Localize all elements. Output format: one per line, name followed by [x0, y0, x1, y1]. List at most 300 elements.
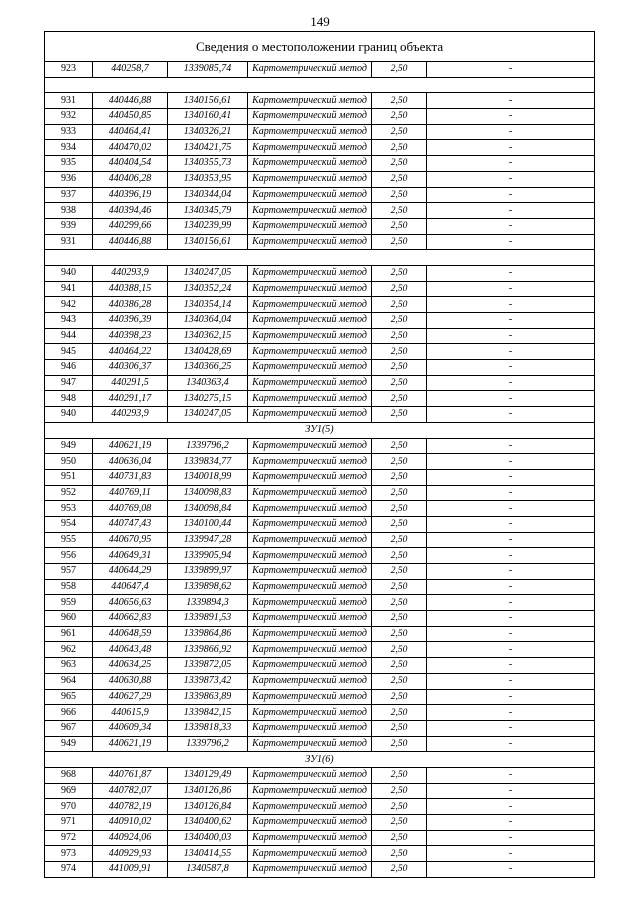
description-cell: -	[427, 548, 595, 564]
description-cell: -	[427, 391, 595, 407]
method-cell: Картометрический метод	[248, 736, 372, 752]
point-number-cell: 940	[45, 265, 93, 281]
x-coordinate-cell: 440782,07	[93, 783, 168, 799]
table-body	[45, 32, 595, 878]
point-number-cell: 949	[45, 438, 93, 454]
y-coordinate-cell: 1339872,05	[168, 658, 248, 674]
description-cell: -	[427, 93, 595, 109]
method-cell: Картометрический метод	[248, 705, 372, 721]
point-number-cell: 931	[45, 234, 93, 250]
x-coordinate-cell: 440731,83	[93, 469, 168, 485]
accuracy-cell: 2,50	[372, 579, 427, 595]
point-number-cell: 940	[45, 407, 93, 423]
y-coordinate-cell: 1340364,04	[168, 313, 248, 329]
description-cell: -	[427, 328, 595, 344]
point-number-cell: 967	[45, 720, 93, 736]
table-row	[45, 203, 595, 219]
table-row	[45, 673, 595, 689]
point-number-cell: 947	[45, 375, 93, 391]
y-coordinate-cell: 1339085,74	[168, 62, 248, 78]
method-cell: Картометрический метод	[248, 375, 372, 391]
accuracy-cell: 2,50	[372, 595, 427, 611]
x-coordinate-cell: 440924,06	[93, 830, 168, 846]
table-title: Сведения о местоположении границ объекта	[45, 32, 595, 62]
x-coordinate-cell: 440636,04	[93, 454, 168, 470]
y-coordinate-cell: 1340326,21	[168, 124, 248, 140]
point-number-cell: 973	[45, 846, 93, 862]
point-number-cell: 951	[45, 469, 93, 485]
accuracy-cell: 2,50	[372, 642, 427, 658]
x-coordinate-cell: 440404,54	[93, 156, 168, 172]
y-coordinate-cell: 1339898,62	[168, 579, 248, 595]
y-coordinate-cell: 1340414,55	[168, 846, 248, 862]
accuracy-cell: 2,50	[372, 391, 427, 407]
table-row	[45, 767, 595, 783]
description-cell: -	[427, 109, 595, 125]
description-cell: -	[427, 360, 595, 376]
point-number-cell: 956	[45, 548, 93, 564]
method-cell: Картометрический метод	[248, 532, 372, 548]
point-number-cell: 964	[45, 673, 93, 689]
method-cell: Картометрический метод	[248, 799, 372, 815]
point-number-cell: 936	[45, 171, 93, 187]
description-cell: -	[427, 705, 595, 721]
description-cell: -	[427, 564, 595, 580]
accuracy-cell: 2,50	[372, 736, 427, 752]
table-row	[45, 171, 595, 187]
point-number-cell: 946	[45, 360, 93, 376]
accuracy-cell: 2,50	[372, 689, 427, 705]
y-coordinate-cell: 1340156,61	[168, 234, 248, 250]
x-coordinate-cell: 440394,46	[93, 203, 168, 219]
x-coordinate-cell: 440386,28	[93, 297, 168, 313]
accuracy-cell: 2,50	[372, 234, 427, 250]
table-row	[45, 720, 595, 736]
point-number-cell: 965	[45, 689, 93, 705]
boundary-coordinates-table	[44, 31, 595, 878]
table-row	[45, 501, 595, 517]
description-cell: -	[427, 501, 595, 517]
point-number-cell: 935	[45, 156, 93, 172]
y-coordinate-cell: 1340421,75	[168, 140, 248, 156]
x-coordinate-cell: 440662,83	[93, 611, 168, 627]
description-cell: -	[427, 62, 595, 78]
method-cell: Картометрический метод	[248, 62, 372, 78]
x-coordinate-cell: 440910,02	[93, 815, 168, 831]
table-row	[45, 579, 595, 595]
table-row	[45, 454, 595, 470]
method-cell: Картометрический метод	[248, 328, 372, 344]
x-coordinate-cell: 440630,88	[93, 673, 168, 689]
method-cell: Картометрический метод	[248, 281, 372, 297]
table-row	[45, 642, 595, 658]
x-coordinate-cell: 440293,9	[93, 407, 168, 423]
point-number-cell: 948	[45, 391, 93, 407]
x-coordinate-cell: 440615,9	[93, 705, 168, 721]
x-coordinate-cell: 440656,63	[93, 595, 168, 611]
table-row	[45, 218, 595, 234]
accuracy-cell: 2,50	[372, 469, 427, 485]
point-number-cell: 939	[45, 218, 93, 234]
description-cell: -	[427, 407, 595, 423]
y-coordinate-cell: 1340100,44	[168, 516, 248, 532]
method-cell: Картометрический метод	[248, 454, 372, 470]
y-coordinate-cell: 1339873,42	[168, 673, 248, 689]
accuracy-cell: 2,50	[372, 815, 427, 831]
page-number: 149	[310, 14, 330, 29]
x-coordinate-cell: 440446,88	[93, 234, 168, 250]
y-coordinate-cell: 1340247,05	[168, 407, 248, 423]
description-cell: -	[427, 626, 595, 642]
method-cell: Картометрический метод	[248, 689, 372, 705]
method-cell: Картометрический метод	[248, 501, 372, 517]
y-coordinate-cell: 1339796,2	[168, 736, 248, 752]
y-coordinate-cell: 1339891,53	[168, 611, 248, 627]
point-number-cell: 941	[45, 281, 93, 297]
y-coordinate-cell: 1339818,33	[168, 720, 248, 736]
point-number-cell: 938	[45, 203, 93, 219]
accuracy-cell: 2,50	[372, 156, 427, 172]
description-cell: -	[427, 516, 595, 532]
description-cell: -	[427, 767, 595, 783]
accuracy-cell: 2,50	[372, 344, 427, 360]
y-coordinate-cell: 1340247,05	[168, 265, 248, 281]
y-coordinate-cell: 1339866,92	[168, 642, 248, 658]
method-cell: Картометрический метод	[248, 595, 372, 611]
y-coordinate-cell: 1340239,99	[168, 218, 248, 234]
method-cell: Картометрический метод	[248, 815, 372, 831]
point-number-cell: 937	[45, 187, 93, 203]
description-cell: -	[427, 375, 595, 391]
blank-separator-row	[45, 250, 595, 266]
accuracy-cell: 2,50	[372, 265, 427, 281]
accuracy-cell: 2,50	[372, 203, 427, 219]
x-coordinate-cell: 440396,19	[93, 187, 168, 203]
y-coordinate-cell: 1340126,86	[168, 783, 248, 799]
point-number-cell: 958	[45, 579, 93, 595]
table-row	[45, 140, 595, 156]
x-coordinate-cell: 440769,08	[93, 501, 168, 517]
table-row	[45, 564, 595, 580]
table-row	[45, 485, 595, 501]
point-number-cell: 966	[45, 705, 93, 721]
table-row	[45, 391, 595, 407]
accuracy-cell: 2,50	[372, 501, 427, 517]
description-cell: -	[427, 815, 595, 831]
point-number-cell: 952	[45, 485, 93, 501]
accuracy-cell: 2,50	[372, 658, 427, 674]
table-row	[45, 705, 595, 721]
y-coordinate-cell: 1340428,69	[168, 344, 248, 360]
method-cell: Картометрический метод	[248, 862, 372, 878]
point-number-cell: 944	[45, 328, 93, 344]
table-row	[45, 862, 595, 878]
point-number-cell: 970	[45, 799, 93, 815]
table-title-row	[45, 32, 595, 62]
table-row	[45, 328, 595, 344]
blank-cell	[45, 77, 595, 93]
blank-separator-row	[45, 77, 595, 93]
method-cell: Картометрический метод	[248, 93, 372, 109]
x-coordinate-cell: 440627,29	[93, 689, 168, 705]
accuracy-cell: 2,50	[372, 783, 427, 799]
y-coordinate-cell: 1340098,84	[168, 501, 248, 517]
section-header-row	[45, 752, 595, 768]
accuracy-cell: 2,50	[372, 673, 427, 689]
table-row	[45, 93, 595, 109]
y-coordinate-cell: 1340156,61	[168, 93, 248, 109]
table-row	[45, 187, 595, 203]
x-coordinate-cell: 440644,29	[93, 564, 168, 580]
method-cell: Картометрический метод	[248, 469, 372, 485]
x-coordinate-cell: 440388,15	[93, 281, 168, 297]
x-coordinate-cell: 440446,88	[93, 93, 168, 109]
y-coordinate-cell: 1339894,3	[168, 595, 248, 611]
x-coordinate-cell: 440464,22	[93, 344, 168, 360]
table-row	[45, 313, 595, 329]
method-cell: Картометрический метод	[248, 297, 372, 313]
x-coordinate-cell: 440634,25	[93, 658, 168, 674]
table-row	[45, 469, 595, 485]
description-cell: -	[427, 140, 595, 156]
point-number-cell: 962	[45, 642, 93, 658]
method-cell: Картометрический метод	[248, 171, 372, 187]
x-coordinate-cell: 440293,9	[93, 265, 168, 281]
table-row	[45, 658, 595, 674]
table-row	[45, 830, 595, 846]
table-row	[45, 516, 595, 532]
point-number-cell: 943	[45, 313, 93, 329]
method-cell: Картометрический метод	[248, 218, 372, 234]
description-cell: -	[427, 438, 595, 454]
accuracy-cell: 2,50	[372, 454, 427, 470]
accuracy-cell: 2,50	[372, 313, 427, 329]
description-cell: -	[427, 485, 595, 501]
y-coordinate-cell: 1339899,97	[168, 564, 248, 580]
description-cell: -	[427, 265, 595, 281]
x-coordinate-cell: 440609,34	[93, 720, 168, 736]
y-coordinate-cell: 1340366,25	[168, 360, 248, 376]
accuracy-cell: 2,50	[372, 799, 427, 815]
description-cell: -	[427, 720, 595, 736]
y-coordinate-cell: 1340126,84	[168, 799, 248, 815]
description-cell: -	[427, 611, 595, 627]
description-cell: -	[427, 846, 595, 862]
point-number-cell: 942	[45, 297, 93, 313]
accuracy-cell: 2,50	[372, 830, 427, 846]
y-coordinate-cell: 1339834,77	[168, 454, 248, 470]
x-coordinate-cell: 440406,28	[93, 171, 168, 187]
description-cell: -	[427, 171, 595, 187]
x-coordinate-cell: 440782,19	[93, 799, 168, 815]
accuracy-cell: 2,50	[372, 93, 427, 109]
y-coordinate-cell: 1340400,03	[168, 830, 248, 846]
method-cell: Картометрический метод	[248, 720, 372, 736]
method-cell: Картометрический метод	[248, 830, 372, 846]
table-row	[45, 736, 595, 752]
method-cell: Картометрический метод	[248, 124, 372, 140]
table-row	[45, 62, 595, 78]
y-coordinate-cell: 1340345,79	[168, 203, 248, 219]
y-coordinate-cell: 1340362,15	[168, 328, 248, 344]
y-coordinate-cell: 1340355,73	[168, 156, 248, 172]
description-cell: -	[427, 281, 595, 297]
method-cell: Картометрический метод	[248, 642, 372, 658]
y-coordinate-cell: 1339864,86	[168, 626, 248, 642]
method-cell: Картометрический метод	[248, 265, 372, 281]
point-number-cell: 963	[45, 658, 93, 674]
accuracy-cell: 2,50	[372, 171, 427, 187]
accuracy-cell: 2,50	[372, 187, 427, 203]
y-coordinate-cell: 1340352,24	[168, 281, 248, 297]
method-cell: Картометрический метод	[248, 846, 372, 862]
x-coordinate-cell: 440398,23	[93, 328, 168, 344]
y-coordinate-cell: 1339796,2	[168, 438, 248, 454]
method-cell: Картометрический метод	[248, 438, 372, 454]
y-coordinate-cell: 1340275,15	[168, 391, 248, 407]
table-row	[45, 360, 595, 376]
accuracy-cell: 2,50	[372, 140, 427, 156]
y-coordinate-cell: 1340354,14	[168, 297, 248, 313]
point-number-cell: 933	[45, 124, 93, 140]
section-header-row	[45, 422, 595, 438]
description-cell: -	[427, 783, 595, 799]
point-number-cell: 969	[45, 783, 93, 799]
accuracy-cell: 2,50	[372, 626, 427, 642]
accuracy-cell: 2,50	[372, 564, 427, 580]
method-cell: Картометрический метод	[248, 360, 372, 376]
accuracy-cell: 2,50	[372, 485, 427, 501]
x-coordinate-cell: 440396,39	[93, 313, 168, 329]
method-cell: Картометрический метод	[248, 140, 372, 156]
description-cell: -	[427, 830, 595, 846]
point-number-cell: 934	[45, 140, 93, 156]
accuracy-cell: 2,50	[372, 62, 427, 78]
description-cell: -	[427, 689, 595, 705]
method-cell: Картометрический метод	[248, 344, 372, 360]
x-coordinate-cell: 440621,19	[93, 438, 168, 454]
point-number-cell: 931	[45, 93, 93, 109]
method-cell: Картометрический метод	[248, 109, 372, 125]
point-number-cell: 968	[45, 767, 93, 783]
x-coordinate-cell: 440769,11	[93, 485, 168, 501]
table-row	[45, 265, 595, 281]
description-cell: -	[427, 532, 595, 548]
method-cell: Картометрический метод	[248, 156, 372, 172]
accuracy-cell: 2,50	[372, 109, 427, 125]
description-cell: -	[427, 454, 595, 470]
table-row	[45, 438, 595, 454]
accuracy-cell: 2,50	[372, 705, 427, 721]
method-cell: Картометрический метод	[248, 626, 372, 642]
y-coordinate-cell: 1339863,89	[168, 689, 248, 705]
method-cell: Картометрический метод	[248, 579, 372, 595]
y-coordinate-cell: 1339905,94	[168, 548, 248, 564]
table-row	[45, 595, 595, 611]
y-coordinate-cell: 1340160,41	[168, 109, 248, 125]
section-label: ЗУ1(6)	[45, 752, 595, 768]
description-cell: -	[427, 203, 595, 219]
y-coordinate-cell: 1340363,4	[168, 375, 248, 391]
description-cell: -	[427, 187, 595, 203]
accuracy-cell: 2,50	[372, 281, 427, 297]
method-cell: Картометрический метод	[248, 187, 372, 203]
method-cell: Картометрический метод	[248, 783, 372, 799]
x-coordinate-cell: 440299,66	[93, 218, 168, 234]
x-coordinate-cell: 440464,41	[93, 124, 168, 140]
description-cell: -	[427, 595, 595, 611]
point-number-cell: 961	[45, 626, 93, 642]
method-cell: Картометрический метод	[248, 203, 372, 219]
y-coordinate-cell: 1339842,15	[168, 705, 248, 721]
accuracy-cell: 2,50	[372, 407, 427, 423]
method-cell: Картометрический метод	[248, 516, 372, 532]
accuracy-cell: 2,50	[372, 846, 427, 862]
x-coordinate-cell: 440450,85	[93, 109, 168, 125]
table-row	[45, 109, 595, 125]
accuracy-cell: 2,50	[372, 532, 427, 548]
x-coordinate-cell: 440621,19	[93, 736, 168, 752]
table-row	[45, 297, 595, 313]
method-cell: Картометрический метод	[248, 658, 372, 674]
description-cell: -	[427, 218, 595, 234]
x-coordinate-cell: 440470,02	[93, 140, 168, 156]
y-coordinate-cell: 1339947,28	[168, 532, 248, 548]
point-number-cell: 974	[45, 862, 93, 878]
accuracy-cell: 2,50	[372, 297, 427, 313]
table-row	[45, 532, 595, 548]
method-cell: Картометрический метод	[248, 767, 372, 783]
point-number-cell: 950	[45, 454, 93, 470]
accuracy-cell: 2,50	[372, 516, 427, 532]
accuracy-cell: 2,50	[372, 548, 427, 564]
description-cell: -	[427, 313, 595, 329]
table-row	[45, 689, 595, 705]
method-cell: Картометрический метод	[248, 407, 372, 423]
x-coordinate-cell: 440306,37	[93, 360, 168, 376]
table-row	[45, 156, 595, 172]
description-cell: -	[427, 579, 595, 595]
method-cell: Картометрический метод	[248, 313, 372, 329]
table-row	[45, 815, 595, 831]
description-cell: -	[427, 469, 595, 485]
method-cell: Картометрический метод	[248, 673, 372, 689]
section-label: ЗУ1(5)	[45, 422, 595, 438]
description-cell: -	[427, 642, 595, 658]
accuracy-cell: 2,50	[372, 218, 427, 234]
point-number-cell: 972	[45, 830, 93, 846]
point-number-cell: 955	[45, 532, 93, 548]
description-cell: -	[427, 124, 595, 140]
accuracy-cell: 2,50	[372, 360, 427, 376]
table-row	[45, 344, 595, 360]
accuracy-cell: 2,50	[372, 438, 427, 454]
y-coordinate-cell: 1340344,04	[168, 187, 248, 203]
point-number-cell: 923	[45, 62, 93, 78]
method-cell: Картометрический метод	[248, 564, 372, 580]
table-row	[45, 611, 595, 627]
point-number-cell: 954	[45, 516, 93, 532]
y-coordinate-cell: 1340129,49	[168, 767, 248, 783]
y-coordinate-cell: 1340018,99	[168, 469, 248, 485]
point-number-cell: 960	[45, 611, 93, 627]
table-row	[45, 281, 595, 297]
point-number-cell: 949	[45, 736, 93, 752]
point-number-cell: 932	[45, 109, 93, 125]
description-cell: -	[427, 156, 595, 172]
table-row	[45, 626, 595, 642]
table-row	[45, 783, 595, 799]
